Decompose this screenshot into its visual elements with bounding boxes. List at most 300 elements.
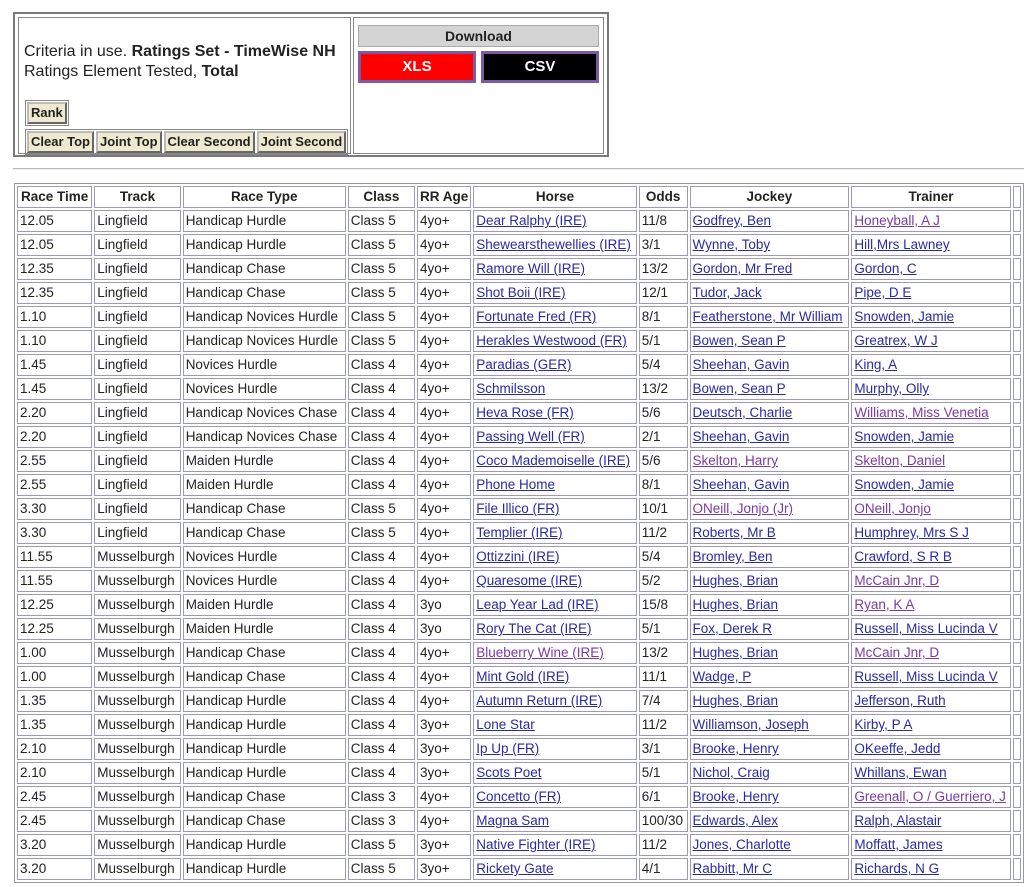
cell-odds: 5/4 [639, 354, 688, 376]
jockey-link[interactable]: Roberts, Mr B [692, 525, 776, 540]
trainer-link[interactable]: Snowden, Jamie [854, 477, 955, 492]
cell-race-type: Handicap Chase [183, 258, 346, 280]
cell-race-time: 12.35 [17, 258, 92, 280]
cell-horse [473, 738, 637, 760]
horse-link[interactable]: Rory The Cat (IRE) [476, 621, 592, 636]
cell-trainer [851, 498, 1010, 520]
horse-link[interactable]: Ip Up (FR) [476, 741, 540, 756]
cell-class: Class 4 [348, 642, 415, 664]
cell-overflow [1013, 546, 1021, 568]
horse-link[interactable]: Shewearsthewellies (IRE) [476, 237, 631, 252]
trainer-link[interactable]: Honeyball, A J [854, 213, 940, 228]
cell-overflow [1013, 378, 1021, 400]
cell-class: Class 4 [348, 474, 415, 496]
cell-rr-age: 3yo [417, 618, 471, 640]
cell-overflow [1013, 618, 1021, 640]
cell-rr-age: 3yo+ [417, 858, 471, 880]
table-row [17, 762, 1021, 784]
cell-odds: 11/8 [639, 210, 688, 232]
cell-overflow [1013, 858, 1021, 880]
cell-horse [473, 522, 637, 544]
trainer-link[interactable]: Whillans, Ewan [854, 765, 947, 780]
cell-class: Class 5 [348, 330, 415, 352]
table-row [17, 570, 1021, 592]
cell-rr-age: 3yo+ [417, 738, 471, 760]
cell-track: Lingfield [94, 426, 180, 448]
cell-race-time: 3.20 [17, 834, 92, 856]
horse-link[interactable]: Magna Sam [476, 813, 550, 828]
cell-race-time: 1.35 [17, 690, 92, 712]
cell-odds: 15/8 [639, 594, 688, 616]
jockey-link[interactable]: Gordon, Mr Fred [692, 261, 793, 276]
trainer-link[interactable]: Jefferson, Ruth [854, 693, 946, 708]
cell-rr-age: 4yo+ [417, 450, 471, 472]
cell-trainer [851, 834, 1010, 856]
horse-link[interactable]: Fortunate Fred (FR) [476, 309, 597, 324]
jockey-link[interactable]: Brooke, Henry [692, 789, 779, 804]
jockey-link[interactable]: Williamson, Joseph [692, 717, 809, 732]
jockey-link[interactable]: Bowen, Sean P [692, 333, 786, 348]
cell-odds: 5/4 [639, 546, 688, 568]
horse-link[interactable]: Paradias (GER) [476, 357, 572, 372]
horse-link[interactable]: Blueberry Wine (IRE) [476, 645, 604, 660]
cell-rr-age: 4yo+ [417, 786, 471, 808]
cell-race-time: 12.05 [17, 234, 92, 256]
cell-race-type: Handicap Hurdle [183, 210, 346, 232]
table-row [17, 666, 1021, 688]
cell-track: Lingfield [94, 282, 180, 304]
cell-jockey [690, 330, 850, 352]
cell-overflow [1013, 762, 1021, 784]
cell-odds: 8/1 [639, 306, 688, 328]
cell-track: Musselburgh [94, 834, 180, 856]
cell-odds: 3/1 [639, 234, 688, 256]
cell-rr-age: 4yo+ [417, 354, 471, 376]
horse-link[interactable]: File Illico (FR) [476, 501, 560, 516]
cell-trainer [851, 762, 1010, 784]
trainer-link[interactable]: Murphy, Olly [854, 381, 930, 396]
cell-overflow [1013, 354, 1021, 376]
cell-rr-age: 4yo+ [417, 402, 471, 424]
table-row [17, 210, 1021, 232]
joint-second-button[interactable]: Joint Second [257, 131, 347, 153]
cell-rr-age: 3yo+ [417, 762, 471, 784]
cell-class: Class 4 [348, 738, 415, 760]
cell-jockey [690, 426, 850, 448]
cell-rr-age: 4yo+ [417, 258, 471, 280]
cell-class: Class 5 [348, 522, 415, 544]
horse-link[interactable]: Native Fighter (IRE) [476, 837, 596, 852]
cell-track: Musselburgh [94, 762, 180, 784]
cell-horse [473, 258, 637, 280]
cell-overflow [1013, 330, 1021, 352]
cell-overflow [1013, 474, 1021, 496]
cell-race-type: Handicap Hurdle [183, 858, 346, 880]
cell-trainer [851, 210, 1010, 232]
cell-jockey [690, 282, 850, 304]
jockey-link[interactable]: Godfrey, Ben [692, 213, 772, 228]
cell-jockey [690, 858, 850, 880]
trainer-link[interactable]: OKeeffe, Jedd [854, 741, 941, 756]
trainer-link[interactable]: ONeill, Jonjo [854, 501, 931, 516]
cell-race-time: 3.30 [17, 522, 92, 544]
jockey-link[interactable]: Wynne, Toby [692, 237, 771, 252]
rank-button[interactable]: Rank [27, 102, 67, 124]
cell-odds: 5/6 [639, 402, 688, 424]
download-xls-button[interactable]: XLS [358, 51, 476, 83]
cell-overflow [1013, 426, 1021, 448]
table-row [17, 474, 1021, 496]
cell-race-type: Novices Hurdle [183, 546, 346, 568]
cell-track: Musselburgh [94, 570, 180, 592]
cell-odds: 5/6 [639, 450, 688, 472]
results-body [17, 210, 1021, 880]
jockey-link[interactable]: Hughes, Brian [692, 645, 779, 660]
table-row [17, 498, 1021, 520]
cell-horse [473, 570, 637, 592]
jockey-link[interactable]: Brooke, Henry [692, 741, 779, 756]
cell-jockey [690, 354, 850, 376]
horse-link[interactable]: Leap Year Lad (IRE) [476, 597, 599, 612]
cell-overflow [1013, 594, 1021, 616]
cell-race-type: Novices Hurdle [183, 354, 346, 376]
jockey-link[interactable]: ONeill, Jonjo (Jr) [692, 501, 794, 516]
table-row [17, 594, 1021, 616]
cell-race-time: 3.20 [17, 858, 92, 880]
cell-overflow [1013, 690, 1021, 712]
criteria-cell [18, 17, 351, 154]
download-csv-button[interactable]: CSV [481, 51, 599, 83]
cell-rr-age: 3yo+ [417, 834, 471, 856]
cell-class: Class 4 [348, 426, 415, 448]
cell-track: Musselburgh [94, 858, 180, 880]
horse-link[interactable]: Coco Mademoiselle (IRE) [476, 453, 631, 468]
jockey-link[interactable]: Hughes, Brian [692, 573, 779, 588]
cell-jockey [690, 618, 850, 640]
cell-race-time: 1.00 [17, 666, 92, 688]
trainer-link[interactable]: Greenall, O / Guerriero, J [854, 789, 1006, 804]
cell-trainer [851, 786, 1010, 808]
jockey-link[interactable]: Wadge, P [692, 669, 752, 684]
cell-horse [473, 306, 637, 328]
cell-track: Lingfield [94, 258, 180, 280]
cell-race-time: 2.20 [17, 426, 92, 448]
trainer-link[interactable]: McCain Jnr, D [854, 573, 940, 588]
cell-jockey [690, 738, 850, 760]
cell-horse [473, 426, 637, 448]
joint-top-button[interactable]: Joint Top [96, 131, 162, 153]
trainer-link[interactable]: Snowden, Jamie [854, 309, 955, 324]
table-row [17, 234, 1021, 256]
cell-rr-age: 4yo+ [417, 690, 471, 712]
cell-odds: 11/2 [639, 834, 688, 856]
horse-link[interactable]: Rickety Gate [476, 861, 554, 876]
jockey-link[interactable]: Sheehan, Gavin [692, 477, 790, 492]
cell-class: Class 5 [348, 858, 415, 880]
trainer-link[interactable]: Moffatt, James [854, 837, 943, 852]
jockey-link[interactable]: Sheehan, Gavin [692, 357, 790, 372]
jockey-link[interactable]: Hughes, Brian [692, 693, 779, 708]
cell-race-time: 2.55 [17, 474, 92, 496]
cell-jockey [690, 666, 850, 688]
cell-trainer [851, 618, 1010, 640]
horse-link[interactable]: Templier (IRE) [476, 525, 563, 540]
horse-link[interactable]: Passing Well (FR) [476, 429, 585, 444]
jockey-link[interactable]: Bromley, Ben [692, 549, 773, 564]
cell-overflow [1013, 210, 1021, 232]
cell-rr-age: 4yo+ [417, 426, 471, 448]
horse-link[interactable]: Scots Poet [476, 765, 542, 780]
trainer-link[interactable]: Pipe, D E [854, 285, 912, 300]
cell-rr-age: 4yo+ [417, 234, 471, 256]
cell-horse [473, 714, 637, 736]
horse-link[interactable]: Herakles Westwood (FR) [476, 333, 627, 348]
cell-jockey [690, 378, 850, 400]
cell-race-type: Handicap Hurdle [183, 762, 346, 784]
cell-track: Musselburgh [94, 714, 180, 736]
cell-race-type: Novices Hurdle [183, 378, 346, 400]
cell-horse [473, 330, 637, 352]
cell-class: Class 4 [348, 354, 415, 376]
cell-class: Class 5 [348, 498, 415, 520]
cell-trainer [851, 594, 1010, 616]
cell-race-type: Handicap Hurdle [183, 834, 346, 856]
cell-track: Musselburgh [94, 618, 180, 640]
jockey-link[interactable]: Skelton, Harry [692, 453, 779, 468]
cell-odds: 5/1 [639, 330, 688, 352]
col-race-time[interactable]: Race Time [17, 186, 92, 208]
cell-jockey [690, 834, 850, 856]
cell-jockey [690, 306, 850, 328]
cell-odds: 12/1 [639, 282, 688, 304]
col-track[interactable]: Track [94, 186, 180, 208]
col-class[interactable]: Class [348, 186, 415, 208]
cell-trainer [851, 690, 1010, 712]
cell-race-type: Handicap Chase [183, 498, 346, 520]
cell-horse [473, 834, 637, 856]
col-jockey[interactable]: Jockey [690, 186, 850, 208]
cell-trainer [851, 666, 1010, 688]
jockey-link[interactable]: Nichol, Craig [692, 765, 770, 780]
cell-track: Lingfield [94, 330, 180, 352]
cell-overflow [1013, 666, 1021, 688]
trainer-link[interactable]: Greatrex, W J [854, 333, 938, 348]
cell-race-time: 11.55 [17, 546, 92, 568]
jockey-link[interactable]: Sheehan, Gavin [692, 429, 790, 444]
cell-class: Class 5 [348, 210, 415, 232]
horse-link[interactable]: Heva Rose (FR) [476, 405, 574, 420]
trainer-link[interactable]: Gordon, C [854, 261, 917, 276]
table-row [17, 834, 1021, 856]
cell-class: Class 4 [348, 546, 415, 568]
table-row [17, 714, 1021, 736]
cell-trainer [851, 546, 1010, 568]
cell-race-type: Handicap Chase [183, 522, 346, 544]
cell-jockey [690, 402, 850, 424]
cell-track: Lingfield [94, 474, 180, 496]
table-row [17, 786, 1021, 808]
cell-rr-age: 4yo+ [417, 498, 471, 520]
trainer-link[interactable]: Ralph, Alastair [854, 813, 942, 828]
cell-overflow [1013, 786, 1021, 808]
horse-link[interactable]: Dear Ralphy (IRE) [476, 213, 587, 228]
col-odds[interactable]: Odds [639, 186, 688, 208]
cell-trainer [851, 402, 1010, 424]
cell-odds: 4/1 [639, 858, 688, 880]
trainer-link[interactable]: Russell, Miss Lucinda V [854, 669, 998, 684]
cell-race-type: Handicap Chase [183, 810, 346, 832]
horse-link[interactable]: Ramore Will (IRE) [476, 261, 586, 276]
table-row [17, 426, 1021, 448]
cell-rr-age: 4yo+ [417, 210, 471, 232]
cell-class: Class 4 [348, 594, 415, 616]
cell-odds: 11/2 [639, 522, 688, 544]
cell-odds: 5/1 [639, 762, 688, 784]
cell-class: Class 3 [348, 786, 415, 808]
cell-trainer [851, 354, 1010, 376]
cell-jockey [690, 258, 850, 280]
cell-horse [473, 210, 637, 232]
rank-wrapper [25, 100, 69, 126]
ratings-element-value: Total [201, 63, 239, 80]
table-row [17, 282, 1021, 304]
cell-track: Musselburgh [94, 738, 180, 760]
jockey-link[interactable]: Featherstone, Mr William [692, 309, 843, 324]
trainer-link[interactable]: Kirby, P A [854, 717, 913, 732]
trainer-link[interactable]: Crawford, S R B [854, 549, 952, 564]
cell-trainer [851, 258, 1010, 280]
trainer-link[interactable]: Humphrey, Mrs S J [854, 525, 969, 540]
cell-jockey [690, 642, 850, 664]
cell-race-time: 1.00 [17, 642, 92, 664]
cell-overflow [1013, 498, 1021, 520]
table-row [17, 402, 1021, 424]
jockey-link[interactable]: Deutsch, Charlie [692, 405, 793, 420]
cell-race-time: 2.55 [17, 450, 92, 472]
cell-rr-age: 4yo+ [417, 570, 471, 592]
cell-odds: 8/1 [639, 474, 688, 496]
cell-race-type: Handicap Chase [183, 642, 346, 664]
cell-horse [473, 474, 637, 496]
cell-odds: 11/2 [639, 714, 688, 736]
col-race-type[interactable]: Race Type [183, 186, 346, 208]
cell-track: Lingfield [94, 522, 180, 544]
clear-second-button[interactable]: Clear Second [164, 131, 255, 153]
horse-link[interactable]: Lone Star [476, 717, 535, 732]
trainer-link[interactable]: Williams, Miss Venetia [854, 405, 989, 420]
trainer-link[interactable]: King, A [854, 357, 898, 372]
table-row [17, 330, 1021, 352]
table-row [17, 546, 1021, 568]
cell-track: Musselburgh [94, 666, 180, 688]
clear-top-button[interactable]: Clear Top [27, 131, 94, 153]
horse-link[interactable]: Phone Home [476, 477, 556, 492]
cell-race-time: 2.10 [17, 762, 92, 784]
cell-odds: 6/1 [639, 786, 688, 808]
cell-track: Lingfield [94, 210, 180, 232]
horse-link[interactable]: Schmilsson [476, 381, 546, 396]
horse-link[interactable]: Shot Boii (IRE) [476, 285, 566, 300]
cell-race-type: Handicap Chase [183, 282, 346, 304]
jockey-link[interactable]: Jones, Charlotte [692, 837, 791, 852]
cell-horse [473, 618, 637, 640]
cell-trainer [851, 642, 1010, 664]
cell-jockey [690, 210, 850, 232]
horse-link[interactable]: Mint Gold (IRE) [476, 669, 570, 684]
cell-track: Lingfield [94, 498, 180, 520]
horse-link[interactable]: Autumn Return (IRE) [476, 693, 603, 708]
cell-horse [473, 690, 637, 712]
cell-race-time: 1.45 [17, 378, 92, 400]
jockey-link[interactable]: Rabbitt, Mr C [692, 861, 773, 876]
trainer-link[interactable]: Russell, Miss Lucinda V [854, 621, 998, 636]
cell-race-type: Handicap Hurdle [183, 234, 346, 256]
jockey-link[interactable]: Edwards, Alex [692, 813, 779, 828]
col-horse[interactable]: Horse [473, 186, 637, 208]
cell-race-time: 12.25 [17, 594, 92, 616]
cell-overflow [1013, 738, 1021, 760]
cell-race-type: Handicap Chase [183, 666, 346, 688]
jockey-link[interactable]: Hughes, Brian [692, 597, 779, 612]
cell-race-type: Novices Hurdle [183, 570, 346, 592]
trainer-link[interactable]: Ryan, K A [854, 597, 915, 612]
trainer-link[interactable]: McCain Jnr, D [854, 645, 940, 660]
cell-track: Lingfield [94, 450, 180, 472]
cell-trainer [851, 714, 1010, 736]
trainer-link[interactable]: Skelton, Daniel [854, 453, 946, 468]
cell-class: Class 4 [348, 714, 415, 736]
cell-trainer [851, 330, 1010, 352]
cell-class: Class 4 [348, 570, 415, 592]
horse-link[interactable]: Quaresome (IRE) [476, 573, 583, 588]
cell-horse [473, 666, 637, 688]
cell-overflow [1013, 642, 1021, 664]
cell-overflow [1013, 810, 1021, 832]
trainer-link[interactable]: Snowden, Jamie [854, 429, 955, 444]
jockey-link[interactable]: Fox, Derek R [692, 621, 773, 636]
cell-trainer [851, 234, 1010, 256]
cell-jockey [690, 762, 850, 784]
download-title: Download [358, 25, 599, 47]
cell-jockey [690, 450, 850, 472]
cell-jockey [690, 570, 850, 592]
cell-rr-age: 4yo+ [417, 642, 471, 664]
horse-link[interactable]: Ottizzini (IRE) [476, 549, 560, 564]
cell-odds: 5/1 [639, 618, 688, 640]
cell-class: Class 5 [348, 282, 415, 304]
cell-rr-age: 4yo+ [417, 666, 471, 688]
cell-horse [473, 810, 637, 832]
cell-track: Musselburgh [94, 594, 180, 616]
filter-buttons [25, 129, 348, 155]
cell-rr-age: 3yo+ [417, 714, 471, 736]
cell-class: Class 4 [348, 618, 415, 640]
trainer-link[interactable]: Hill,Mrs Lawney [854, 237, 950, 252]
cell-trainer [851, 570, 1010, 592]
cell-race-type: Maiden Hurdle [183, 594, 346, 616]
cell-class: Class 4 [348, 450, 415, 472]
horse-link[interactable]: Concetto (FR) [476, 789, 562, 804]
col-trainer[interactable]: Trainer [851, 186, 1010, 208]
trainer-link[interactable]: Richards, N G [854, 861, 940, 876]
table-row [17, 258, 1021, 280]
cell-race-type: Maiden Hurdle [183, 474, 346, 496]
cell-overflow [1013, 258, 1021, 280]
col-rr-age[interactable]: RR Age [417, 186, 471, 208]
jockey-link[interactable]: Bowen, Sean P [692, 381, 786, 396]
jockey-link[interactable]: Tudor, Jack [692, 285, 762, 300]
cell-rr-age: 4yo+ [417, 474, 471, 496]
